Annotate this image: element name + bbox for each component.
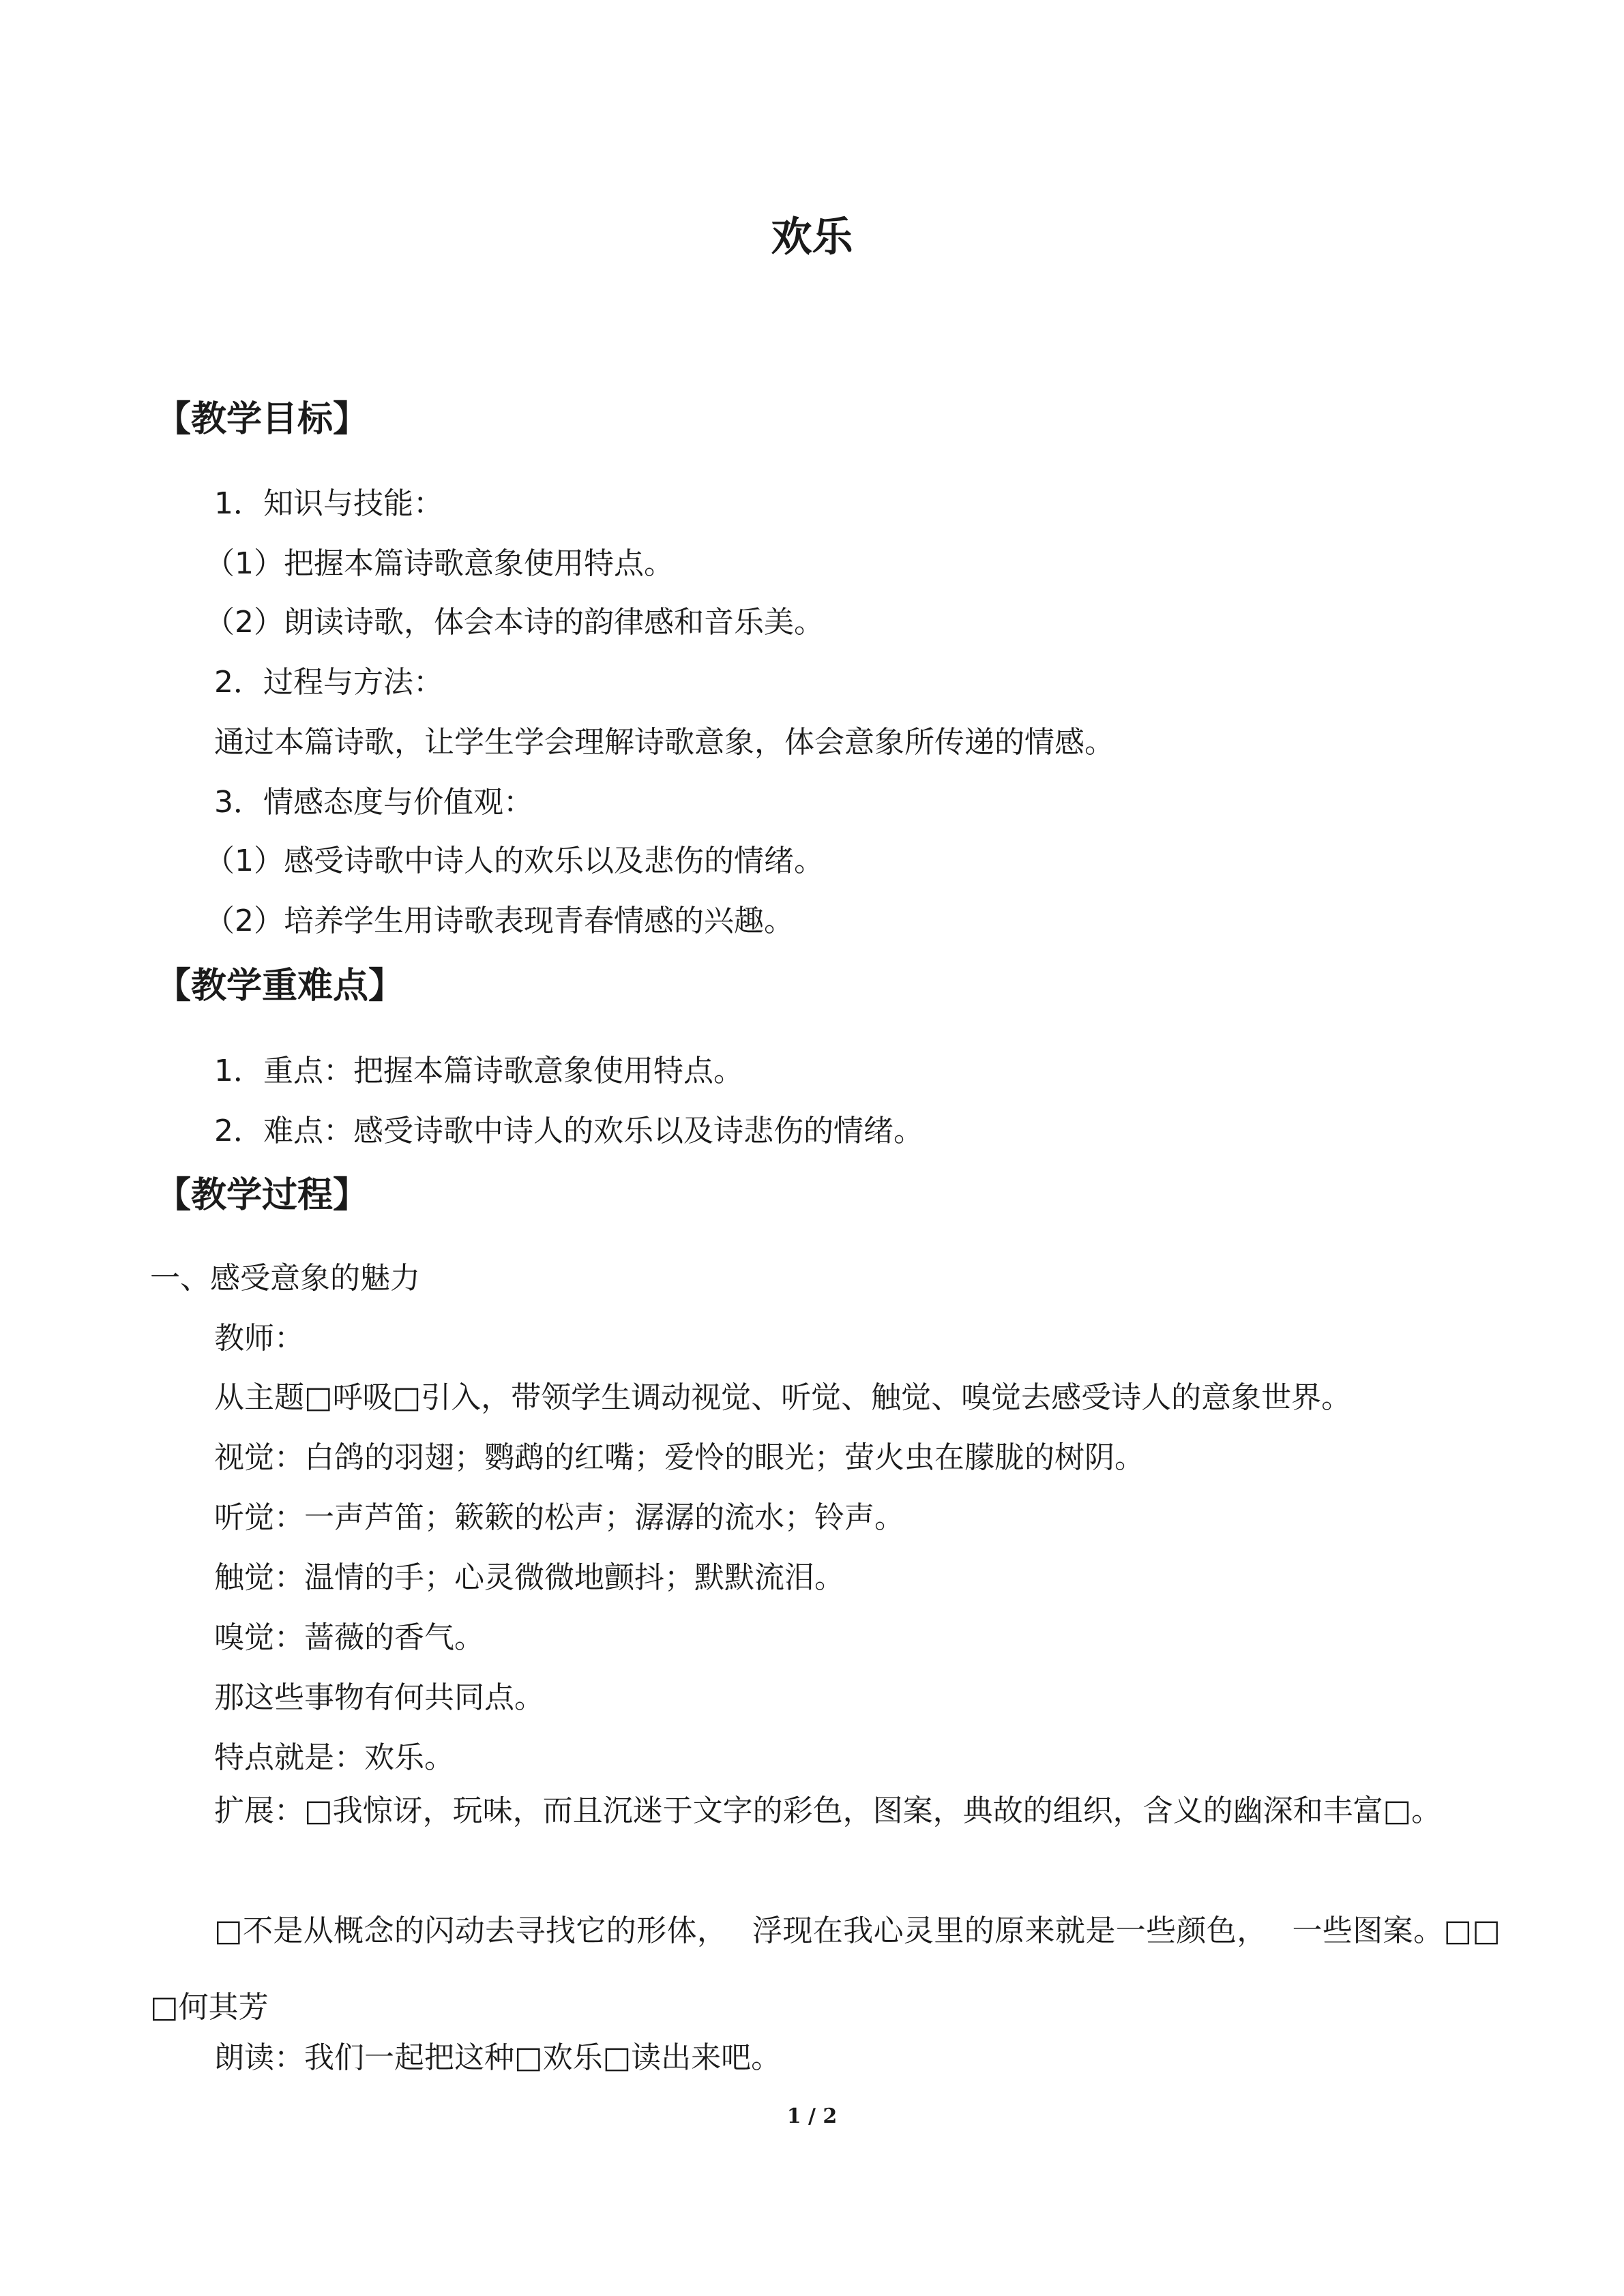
goals-line: （2）培养学生用诗歌表现青春情感的兴趣。 xyxy=(205,904,794,938)
section-heading-keypoints: 【教学重难点】 xyxy=(156,966,404,1007)
goals-line: 1．知识与技能： xyxy=(214,486,443,521)
reading-line: 朗读：我们一起把这种□欢乐□读出来吧。 xyxy=(214,2040,782,2075)
goals-line: （1）把握本篇诗歌意象使用特点。 xyxy=(205,546,674,581)
goals-line: （1）感受诗歌中诗人的欢乐以及悲伤的情绪。 xyxy=(205,844,824,878)
goals-line: 2．过程与方法： xyxy=(214,665,443,700)
process-subheading: 一、感受意象的魅力 xyxy=(150,1261,420,1296)
goals-line: 3．情感态度与价值观： xyxy=(214,785,533,820)
page-number: 1 / 2 xyxy=(786,2104,838,2128)
expand-paragraph: 扩展：□我惊讶，玩味，而且沉迷于文字的彩色，图案，典故的组织，含义的幽深和丰富□。 xyxy=(214,1793,1442,1828)
page-title: 欢乐 xyxy=(771,213,853,261)
section-heading-process: 【教学过程】 xyxy=(156,1175,369,1216)
process-line: 特点就是：欢乐。 xyxy=(214,1740,454,1775)
process-line: 那这些事物有何共同点。 xyxy=(214,1680,544,1715)
process-line: 教师： xyxy=(214,1321,304,1356)
process-line: 从主题□呼吸□引入，带领学生调动视觉、听觉、触觉、嗅觉去感受诗人的意象世界。 xyxy=(214,1380,1352,1415)
process-line: 听觉：一声芦笛；簌簌的松声；潺潺的流水；铃声。 xyxy=(214,1500,904,1535)
goals-line: 通过本篇诗歌，让学生学会理解诗歌意象，体会意象所传递的情感。 xyxy=(214,725,1114,760)
keypoints-line: 2．难点：感受诗歌中诗人的欢乐以及诗悲伤的情绪。 xyxy=(214,1114,924,1148)
process-line: 嗅觉：蔷薇的香气。 xyxy=(214,1620,484,1655)
keypoints-line: 1．重点：把握本篇诗歌意象使用特点。 xyxy=(214,1054,743,1088)
section-heading-goals: 【教学目标】 xyxy=(156,399,369,440)
goals-line: （2）朗读诗歌，体会本诗的韵律感和音乐美。 xyxy=(205,605,824,640)
quote-paragraph: □不是从概念的闪动去寻找它的形体， 浮现在我心灵里的原来就是一些颜色， 一些图案。□□ □何其芳 xyxy=(150,1913,1501,2025)
process-line: 视觉：白鸽的羽翅；鹦鹉的红嘴；爱怜的眼光；萤火虫在朦胧的树阴。 xyxy=(214,1440,1145,1475)
process-line: 触觉：温情的手；心灵微微地颤抖；默默流泪。 xyxy=(214,1560,844,1595)
